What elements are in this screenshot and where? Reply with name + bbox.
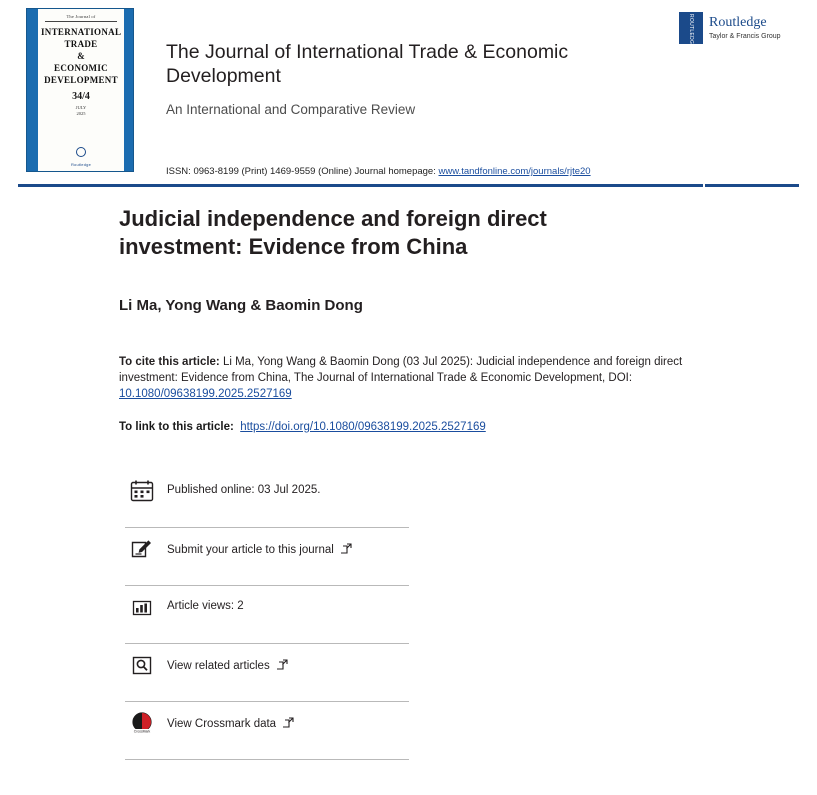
cover-volume-issue: 34/4 — [72, 91, 90, 102]
routledge-circle-icon — [76, 147, 86, 157]
issn-text: ISSN: 0963-8199 (Print) 1469-9559 (Online) Journal homepage: — [166, 166, 439, 177]
metric-label-wrap — [167, 542, 352, 556]
header-rule-gap — [703, 184, 705, 187]
metric-row-crossmark[interactable] — [125, 702, 409, 760]
metric-row-submit-article[interactable] — [125, 528, 409, 586]
cover-title-line-3: ECONOMIC — [54, 63, 108, 73]
metric-label-wrap — [167, 716, 294, 730]
metric-label: Submit your article to this journal — [167, 544, 334, 556]
cover-publisher-logo — [38, 143, 124, 167]
cover-top-line: The Journal of — [66, 14, 96, 19]
citation-text: Li Ma, Yong Wang & Baomin Dong (03 Jul 2025): Judicial independence and foreign direct investment: Evidence from China, The Journal of International Trade & Economic Development, DOI: — [119, 356, 683, 384]
cover-year: 2025 — [76, 111, 86, 116]
journal-subtitle: An International and Comparative Review — [166, 102, 416, 117]
journal-header — [0, 0, 817, 176]
cover-month: JULY — [75, 105, 87, 110]
cover-divider — [45, 21, 117, 22]
citation-block — [119, 354, 699, 402]
calendar-icon — [129, 478, 155, 504]
bar-chart-icon — [129, 594, 155, 620]
svg-text:CrossMark: CrossMark — [133, 729, 151, 734]
metric-label: Article views: 2 — [167, 600, 244, 612]
article-info — [119, 205, 719, 435]
cover-title-line-1: INTERNATIONAL — [41, 27, 122, 37]
cover-publisher-name: Routledge — [70, 162, 92, 167]
article-doi-url[interactable]: https://doi.org/10.1080/09638199.2025.2527169 — [240, 421, 486, 433]
cover-title-line-4: DEVELOPMENT — [44, 75, 118, 85]
crossmark-icon — [129, 710, 155, 736]
routledge-mark-icon: ROUTLEDGE — [679, 12, 703, 44]
external-link-icon — [277, 659, 288, 670]
metric-label: View Crossmark data — [167, 718, 277, 730]
metric-row-published-online — [125, 470, 409, 528]
metric-row-related-articles[interactable] — [125, 644, 409, 702]
routledge-tagline: Taylor & Francis Group — [709, 33, 781, 40]
journal-title: The Journal of International Trade & Economic Development — [166, 41, 569, 87]
metric-label: View related articles — [167, 660, 270, 672]
page-title: Judicial independence and foreign direct investment: Evidence from China — [119, 206, 547, 259]
metric-label: Published online: 03 Jul 2025. — [167, 484, 321, 496]
routledge-logo — [679, 12, 799, 48]
article-authors: Li Ma, Yong Wang & Baomin Dong — [119, 297, 363, 314]
citation-label: To cite this article: — [119, 356, 220, 368]
external-link-icon — [341, 543, 352, 554]
journal-cover-inner — [38, 9, 124, 172]
article-metrics-list — [125, 470, 409, 760]
magnifier-square-icon — [129, 652, 155, 678]
journal-homepage-link[interactable]: www.tandfonline.com/journals/rjte20 — [438, 166, 591, 177]
citation-doi-link[interactable]: 10.1080/09638199.2025.2527169 — [119, 388, 292, 400]
article-link-label: To link to this article: — [119, 421, 234, 433]
cover-title-line-2: TRADE — [64, 39, 98, 49]
journal-cover-image — [26, 8, 134, 172]
cover-ampersand: & — [77, 51, 85, 61]
metric-row-article-views — [125, 586, 409, 644]
journal-title-block — [166, 40, 636, 117]
external-link-icon — [283, 717, 294, 728]
header-rule — [18, 184, 799, 187]
routledge-name: Routledge — [709, 15, 767, 30]
pencil-square-icon — [129, 536, 155, 562]
metric-label-wrap — [167, 658, 288, 672]
issn-line — [166, 166, 591, 177]
article-link-block — [119, 419, 719, 435]
